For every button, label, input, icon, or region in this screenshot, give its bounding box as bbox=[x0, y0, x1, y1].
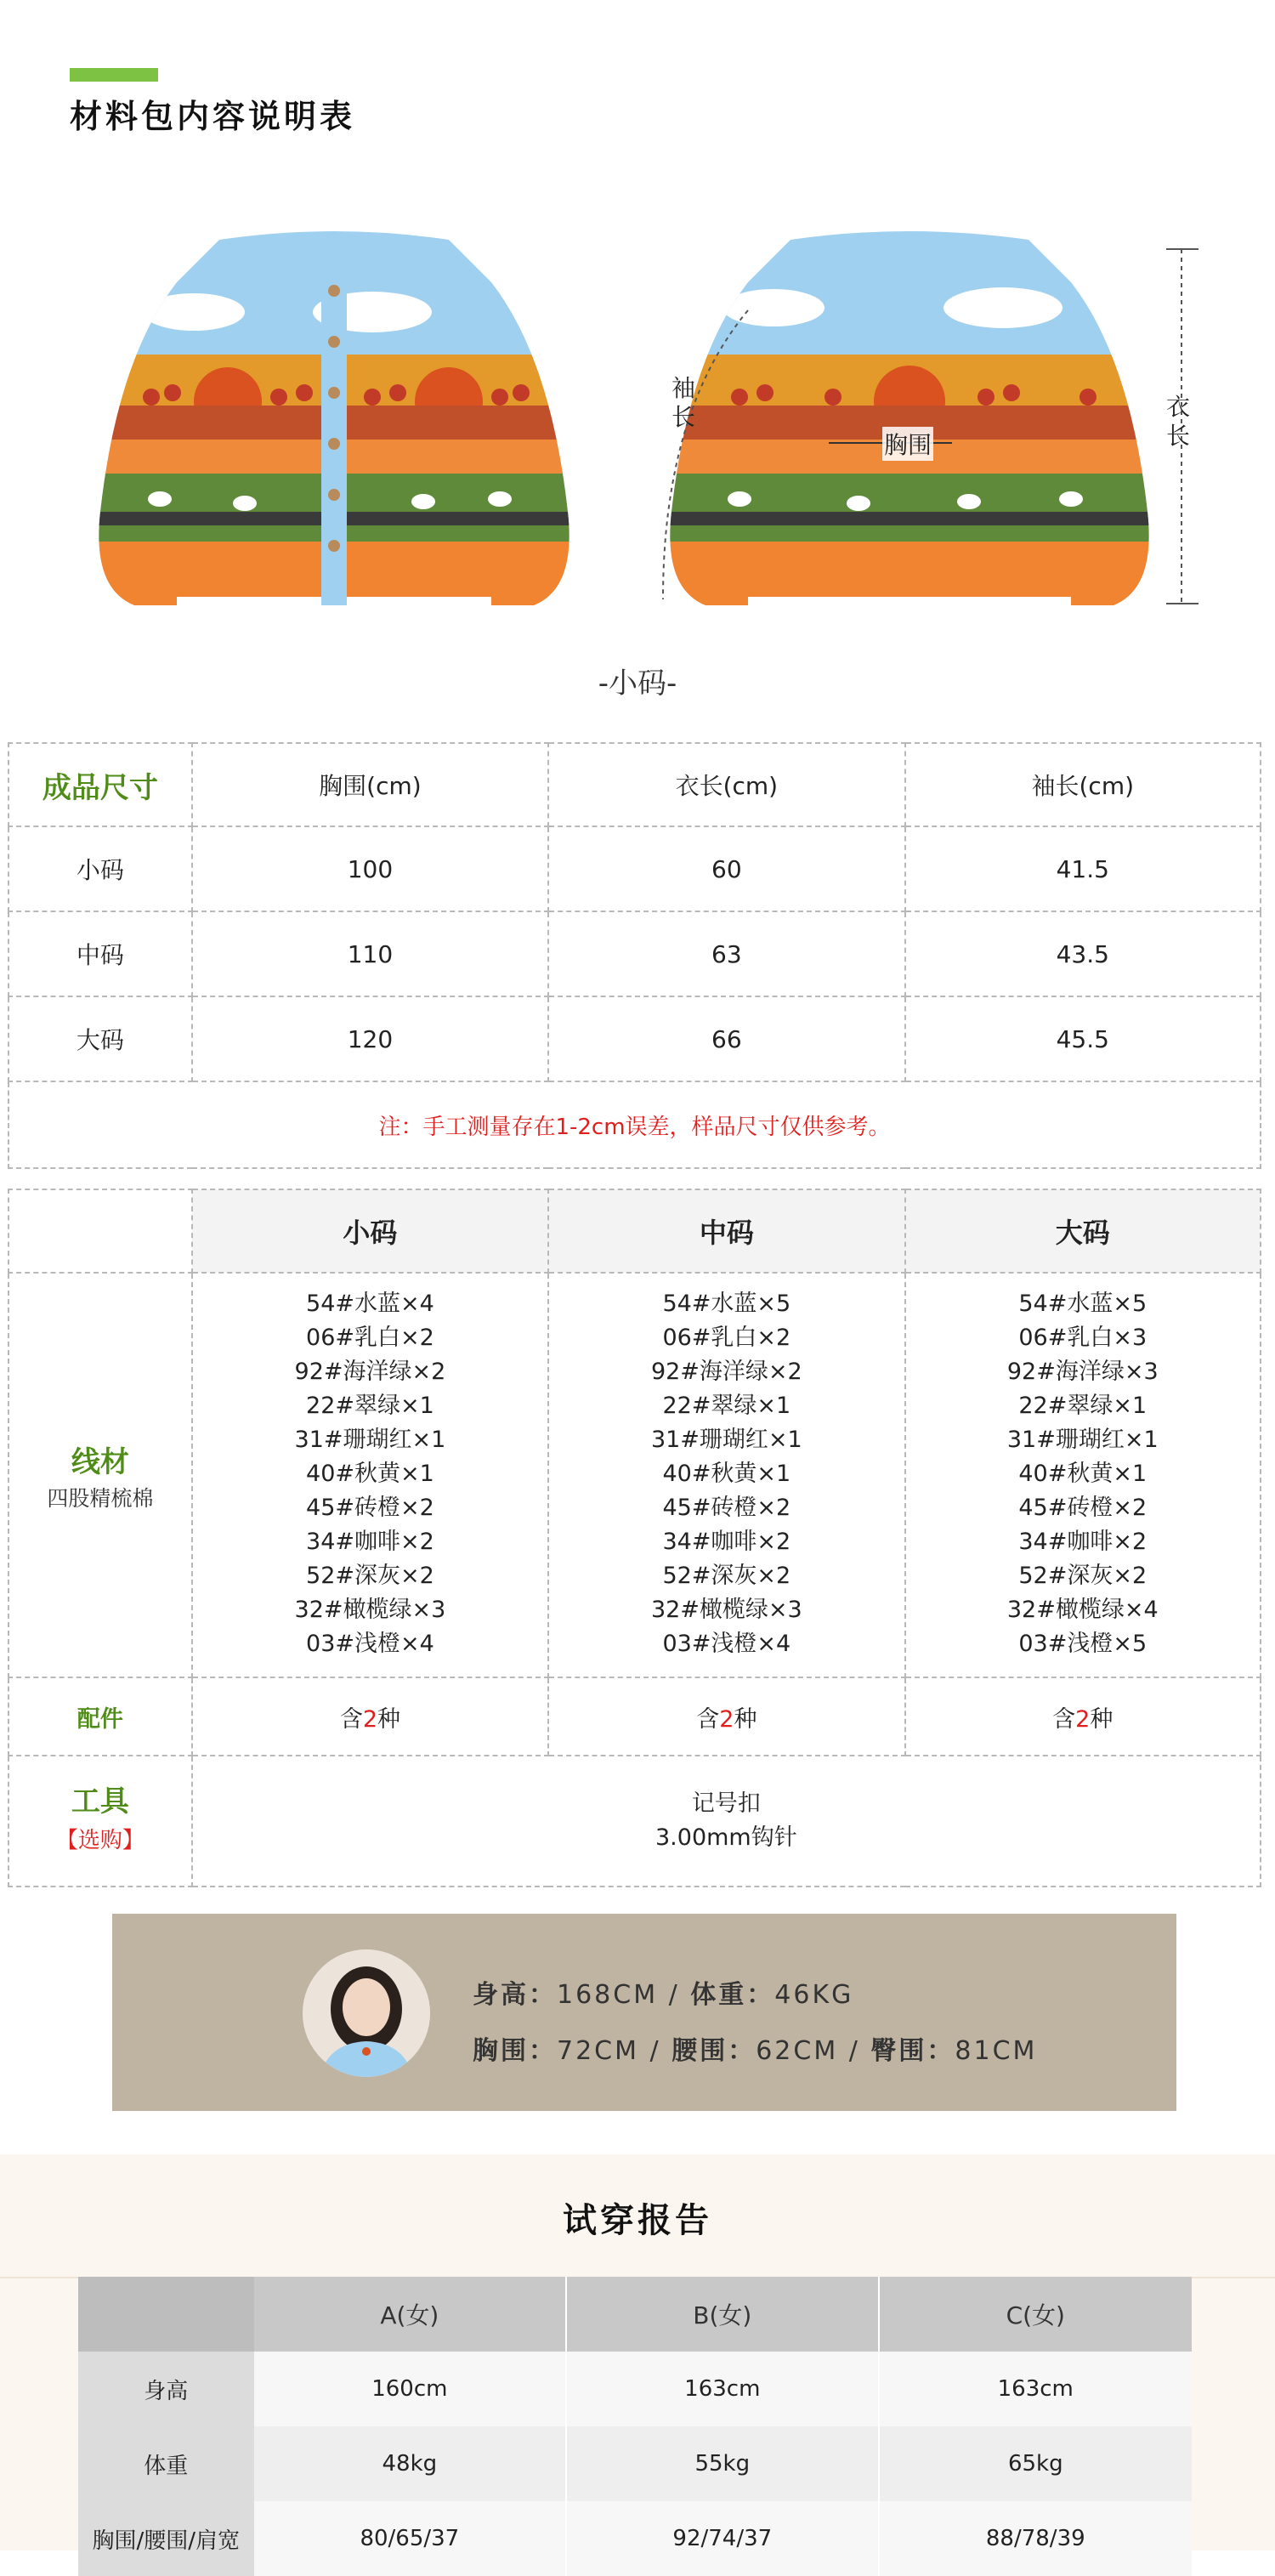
fit-report-section bbox=[0, 2154, 1275, 2554]
list-item: 54#水蓝×5 bbox=[1018, 1291, 1148, 1317]
list-item: 52#深灰×2 bbox=[1018, 1563, 1148, 1589]
list-item: 45#砖橙×2 bbox=[662, 1495, 791, 1521]
row-label: 胸围/腰围/肩宽 bbox=[78, 2501, 254, 2576]
hip-value: 81CM bbox=[955, 2036, 1038, 2066]
accessories-prefix: 含 bbox=[339, 1705, 363, 1733]
row-label: 体重 bbox=[78, 2426, 254, 2501]
column-header: 衣长(cm) bbox=[548, 743, 904, 826]
size-table-corner: 成品尺寸 bbox=[8, 743, 192, 826]
table-cell: 88/78/39 bbox=[879, 2501, 1192, 2576]
list-item: 52#深灰×2 bbox=[306, 1563, 434, 1589]
waist-value: 62CM bbox=[756, 2036, 839, 2066]
sweater-front-image bbox=[92, 231, 576, 622]
tools-label: 工具 bbox=[71, 1784, 129, 1819]
size-label: 小码 bbox=[8, 826, 192, 911]
column-header: B(女) bbox=[566, 2277, 878, 2352]
weight-label: 体重： bbox=[690, 1980, 775, 2010]
yarn-label: 线材 bbox=[71, 1444, 129, 1479]
accessories-cell bbox=[905, 1677, 1261, 1756]
table-cell: 48kg bbox=[254, 2426, 566, 2501]
accessories-cell bbox=[548, 1677, 904, 1756]
table-cell: 45.5 bbox=[905, 996, 1261, 1081]
list-item: 52#深灰×2 bbox=[662, 1563, 791, 1589]
tools-cell bbox=[192, 1756, 1261, 1887]
table-cell: 63 bbox=[548, 911, 904, 996]
separator: / bbox=[639, 2036, 672, 2066]
yarn-sublabel: 四股精梳棉 bbox=[47, 1485, 154, 1511]
table-cell: 110 bbox=[192, 911, 548, 996]
title-accent-bar bbox=[70, 68, 158, 82]
column-header: A(女) bbox=[254, 2277, 566, 2352]
list-item: 32#橄榄绿×4 bbox=[1006, 1597, 1159, 1623]
materials-table bbox=[8, 1189, 1261, 1887]
model-stats-line-1 bbox=[473, 1973, 853, 2011]
bust-label: 胸围： bbox=[473, 2036, 557, 2066]
table-cell: 120 bbox=[192, 996, 548, 1081]
list-item: 22#翠绿×1 bbox=[306, 1393, 434, 1419]
table-cell: 100 bbox=[192, 826, 548, 911]
separator: / bbox=[658, 1980, 691, 2010]
page-title: 材料包内容说明表 bbox=[70, 98, 356, 135]
list-item: 03#浅橙×4 bbox=[662, 1631, 791, 1657]
accessories-suffix: 种 bbox=[1090, 1705, 1114, 1733]
table-cell: 43.5 bbox=[905, 911, 1261, 996]
table-cell: 41.5 bbox=[905, 826, 1261, 911]
size-header: 大码 bbox=[905, 1189, 1261, 1273]
list-item: 54#水蓝×4 bbox=[306, 1291, 434, 1317]
list-item: 32#橄榄绿×3 bbox=[650, 1597, 802, 1623]
weight-value: 46KG bbox=[774, 1980, 854, 2010]
avatar bbox=[303, 1949, 430, 2077]
list-item: 40#秋黄×1 bbox=[1018, 1461, 1148, 1487]
row-label: 身高 bbox=[78, 2352, 254, 2426]
table-cell: 65kg bbox=[879, 2426, 1192, 2501]
accessories-suffix: 种 bbox=[377, 1705, 401, 1733]
accessories-count: 2 bbox=[1075, 1705, 1091, 1733]
accessories-prefix: 含 bbox=[1052, 1705, 1076, 1733]
list-item: 45#砖橙×2 bbox=[1018, 1495, 1148, 1521]
list-item: 34#咖啡×2 bbox=[1018, 1529, 1148, 1555]
list-item: 3.00mm钩针 bbox=[655, 1824, 797, 1851]
list-item: 22#翠绿×1 bbox=[662, 1393, 791, 1419]
yarn-list-large bbox=[905, 1273, 1261, 1677]
list-item: 92#海洋绿×2 bbox=[294, 1359, 446, 1385]
fit-report-table bbox=[78, 2277, 1192, 2576]
tools-row-label bbox=[8, 1756, 192, 1887]
list-item: 06#乳白×2 bbox=[662, 1325, 791, 1351]
size-caption: -小码- bbox=[598, 667, 677, 701]
size-header: 小码 bbox=[192, 1189, 548, 1273]
table-cell: 163cm bbox=[879, 2352, 1192, 2426]
table-cell: 163cm bbox=[566, 2352, 878, 2426]
accessories-count: 2 bbox=[362, 1705, 378, 1733]
list-item: 34#咖啡×2 bbox=[662, 1529, 791, 1555]
table-cell: 160cm bbox=[254, 2352, 566, 2426]
accessories-cell bbox=[192, 1677, 548, 1756]
list-item: 54#水蓝×5 bbox=[662, 1291, 791, 1317]
table-cell: 60 bbox=[548, 826, 904, 911]
hip-label: 臀围： bbox=[870, 2036, 955, 2066]
accessories-prefix: 含 bbox=[696, 1705, 720, 1733]
yarn-row-label bbox=[8, 1273, 192, 1677]
model-stats-line-2 bbox=[473, 2029, 1037, 2067]
list-item: 92#海洋绿×3 bbox=[1006, 1359, 1159, 1385]
fit-report-title: 试穿报告 bbox=[563, 2201, 712, 2240]
table-cell: 80/65/37 bbox=[254, 2501, 566, 2576]
tools-optional-link[interactable]: 【选购】 bbox=[55, 1828, 144, 1853]
body-length-label: 衣长 bbox=[1166, 393, 1191, 450]
list-item: 40#秋黄×1 bbox=[306, 1461, 434, 1487]
list-item: 31#珊瑚红×1 bbox=[650, 1427, 802, 1453]
table-cell: 66 bbox=[548, 996, 904, 1081]
table-cell: 55kg bbox=[566, 2426, 878, 2501]
accessories-count: 2 bbox=[719, 1705, 734, 1733]
fit-table-corner bbox=[78, 2277, 254, 2352]
list-item: 03#浅橙×4 bbox=[306, 1631, 434, 1657]
materials-corner bbox=[8, 1189, 192, 1273]
chest-label: 胸围 bbox=[882, 427, 933, 461]
size-label: 大码 bbox=[8, 996, 192, 1081]
height-value: 168CM bbox=[557, 1980, 659, 2010]
list-item: 22#翠绿×1 bbox=[1018, 1393, 1148, 1419]
accessories-suffix: 种 bbox=[734, 1705, 757, 1733]
list-item: 记号扣 bbox=[691, 1790, 761, 1817]
waist-label: 腰围： bbox=[672, 2036, 756, 2066]
list-item: 06#乳白×2 bbox=[306, 1325, 434, 1351]
list-item: 31#珊瑚红×1 bbox=[1006, 1427, 1159, 1453]
list-item: 31#珊瑚红×1 bbox=[294, 1427, 446, 1453]
list-item: 45#砖橙×2 bbox=[306, 1495, 434, 1521]
list-item: 32#橄榄绿×3 bbox=[294, 1597, 446, 1623]
list-item: 92#海洋绿×2 bbox=[650, 1359, 802, 1385]
size-label: 中码 bbox=[8, 911, 192, 996]
list-item: 34#咖啡×2 bbox=[306, 1529, 434, 1555]
list-item: 06#乳白×3 bbox=[1018, 1325, 1148, 1351]
yarn-list-medium bbox=[548, 1273, 904, 1677]
list-item: 03#浅橙×5 bbox=[1018, 1631, 1148, 1657]
height-label: 身高： bbox=[473, 1980, 557, 2010]
column-header: 胸围(cm) bbox=[192, 743, 548, 826]
accessories-label: 配件 bbox=[8, 1677, 192, 1756]
yarn-list-small bbox=[192, 1273, 548, 1677]
sleeve-length-label: 袖长 bbox=[672, 374, 696, 431]
size-table bbox=[8, 742, 1261, 1169]
model-info-card bbox=[112, 1914, 1176, 2111]
column-header: 袖长(cm) bbox=[905, 743, 1261, 826]
table-cell: 92/74/37 bbox=[566, 2501, 878, 2576]
column-header: C(女) bbox=[879, 2277, 1192, 2352]
size-header: 中码 bbox=[548, 1189, 904, 1273]
bust-value: 72CM bbox=[557, 2036, 640, 2066]
list-item: 40#秋黄×1 bbox=[662, 1461, 791, 1487]
measurement-note: 注：手工测量存在1-2cm误差，样品尺寸仅供参考。 bbox=[8, 1081, 1261, 1168]
separator: / bbox=[838, 2036, 871, 2066]
